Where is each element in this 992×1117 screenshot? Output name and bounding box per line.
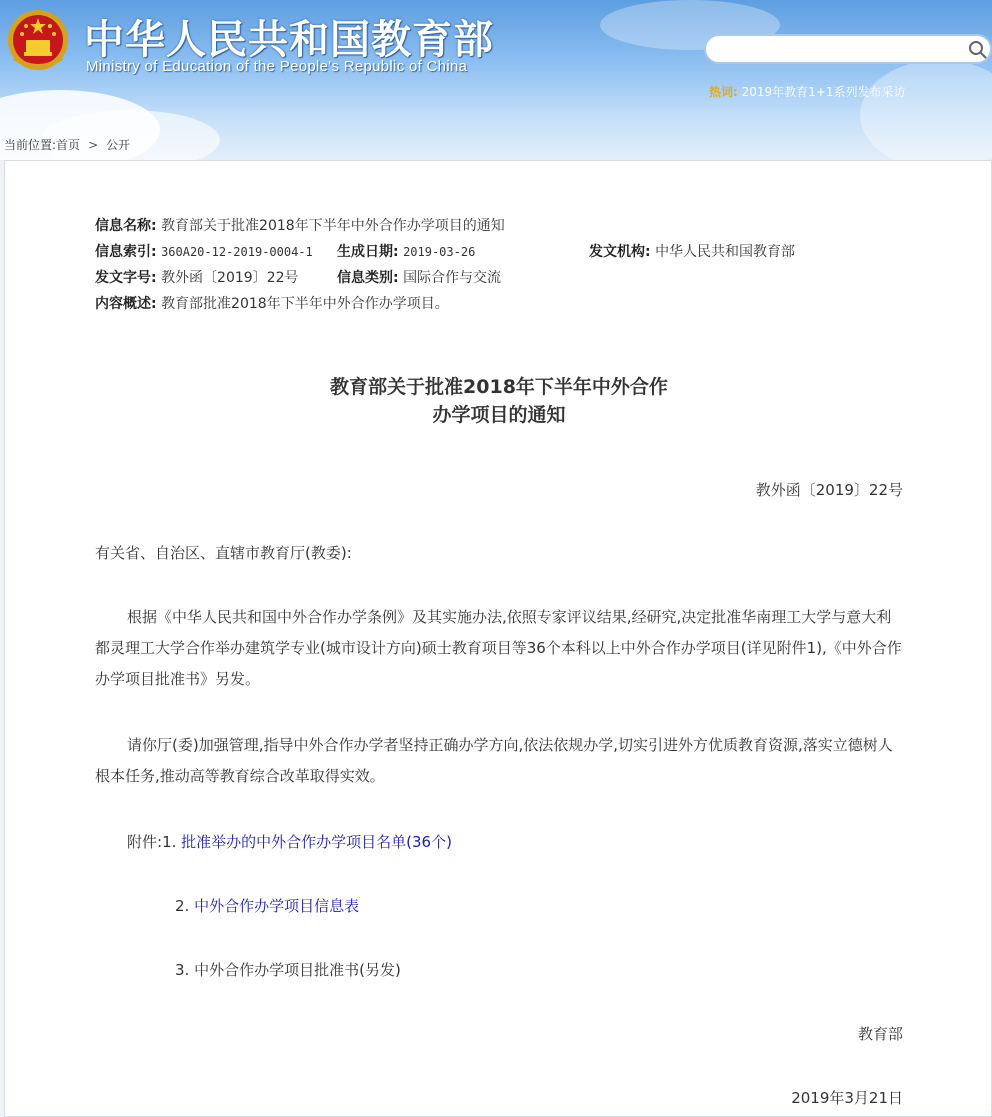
hot-words (709, 83, 906, 100)
attachment-3-text: 中外合作办学项目批准书(另发) (194, 961, 401, 979)
document-title-line2: 办学项目的通知 (432, 404, 566, 426)
attachment-2-link[interactable]: 中外合作办学项目信息表 (194, 897, 360, 915)
article-panel (4, 160, 992, 1117)
meta-agency (589, 239, 795, 265)
meta-category-key: 信息类别: (337, 270, 399, 286)
hot-label: 热词: (709, 85, 738, 99)
meta-row-name (95, 213, 505, 239)
meta-name-key: 信息名称: (95, 218, 157, 234)
document-date: 2019年3月21日 (791, 1089, 903, 1107)
meta-docno-value: 教外函〔2019〕22号 (161, 270, 299, 286)
meta-agency-key: 发文机构: (589, 244, 651, 260)
meta-date-value: 2019-03-26 (403, 245, 476, 259)
attachment-2 (175, 894, 359, 918)
attachment-1-link[interactable]: 批准举办的中外合作办学项目名单(36个) (181, 833, 452, 851)
dandelion-decoration (860, 60, 992, 160)
meta-index-key: 信息索引: (95, 244, 157, 260)
meta-name-value: 教育部关于批准2018年下半年中外合作办学项目的通知 (161, 218, 505, 234)
search-box (704, 34, 992, 64)
search-icon[interactable] (968, 40, 988, 60)
attachment-3-number: 3. (175, 961, 190, 979)
breadcrumb-current-link[interactable]: 公开 (106, 138, 131, 152)
meta-docno-key: 发文字号: (95, 270, 157, 286)
attachment-3 (175, 958, 401, 982)
meta-row-docno (95, 265, 505, 291)
site-subtitle: Ministry of Education of the People's Republic of China (86, 58, 468, 75)
attachment-prefix: 附件: (127, 833, 163, 851)
breadcrumb-home-link[interactable]: 首页 (56, 138, 81, 152)
body-paragraph-2: 请你厅(委)加强管理,指导中外合作办学者坚持正确办学方向,依法依规办学,切实引进外方优质教育资源,落实立德树人根本任务,推动高等教育综合改革取得实效。 (95, 736, 893, 785)
attachment-1 (127, 830, 452, 854)
meta-date-key: 生成日期: (337, 244, 399, 260)
breadcrumb-prefix: 当前位置: (4, 138, 57, 152)
document-title (5, 373, 992, 429)
meta-agency-value: 中华人民共和国教育部 (655, 244, 796, 260)
hot-word-link[interactable]: 2019年教育1+1系列发布采访 (741, 85, 906, 99)
meta-index-value: 360A20-12-2019-0004-1 (161, 245, 313, 259)
breadcrumb-separator: > (88, 138, 99, 152)
meta-category-value: 国际合作与交流 (403, 270, 502, 286)
salutation: 有关省、自治区、直辖市教育厅(教委): (95, 544, 352, 562)
meta-date (337, 239, 475, 265)
national-emblem-icon[interactable] (6, 8, 70, 74)
document-number: 教外函〔2019〕22号 (755, 481, 903, 499)
document-title-line1: 教育部关于批准2018年下半年中外合作 (330, 376, 668, 398)
info-metadata (95, 213, 796, 317)
search-input[interactable] (718, 40, 958, 60)
attachment-1-number: 1. (162, 833, 177, 851)
breadcrumb (4, 136, 130, 153)
body-paragraph-1: 根据《中华人民共和国中外合作办学条例》及其实施办法,依照专家评议结果,经研究,决定批准华南理工大学与意大利都灵理工大学合作举办建筑学专业(城市设计方向)硕士教育项目等36个本科以上中外合作办学项目(详见附件1),《中外合作办学项目批准书》另发。 (95, 608, 902, 688)
meta-category (337, 265, 501, 291)
meta-row-summary (95, 291, 505, 317)
meta-summary-value: 教育部批准2018年下半年中外合作办学项目。 (161, 296, 449, 312)
site-title[interactable]: 中华人民共和国教育部 (84, 17, 494, 63)
attachment-2-number: 2. (175, 897, 190, 915)
site-header (0, 0, 992, 160)
meta-row-index (95, 239, 796, 265)
signer: 教育部 (857, 1025, 903, 1043)
meta-summary-key: 内容概述: (95, 296, 157, 312)
